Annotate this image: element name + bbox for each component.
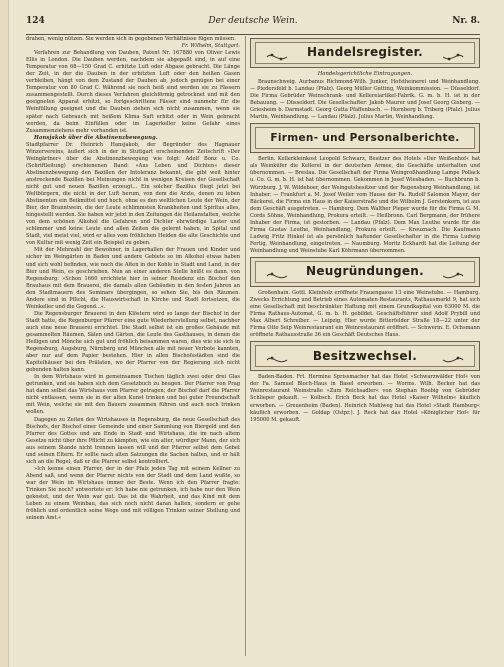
page-gutter bbox=[0, 0, 9, 667]
page-header bbox=[26, 12, 480, 35]
author-signature: Fr. Wilhelm, Stuttgart. bbox=[181, 43, 240, 50]
vine-ornament-icon bbox=[442, 270, 464, 282]
firmen-text bbox=[250, 156, 480, 255]
page-number: 124 bbox=[26, 16, 45, 26]
neugruendungen-text bbox=[250, 290, 480, 339]
neugruendungen-banner bbox=[250, 257, 480, 287]
article-paragraph: Verfahren zur Behandlung von Dauben, Patent Nr. 167880 von Oliver Lewis Ellis in London. Die Dauben werden, nachdem sie abgepaßt sind, in auf eine Temperatur von 68—150 Grad C. erhitzte Luft oder Abgase gebracht. Die Länge der Zeit, in der die Dauben in der erhitzten Luft oder den heißen Gasen verbleiben, hängt von dem Zustand der Dauben ab, jedoch genügen bei einer Temperatur von 80 Grad C. Während sie noch heiß sind werden sie zu Fässern zusammengestellt. Durch dieses Verfahren gleichförmig getrocknet und mit den geeigneten Apparat erhitzt, so fortgeschrittene Fässer sind nunmehr für die Weinfüllung geeignet und die Dauben ziehen sich nicht zusammen, wenn sie später nach Gebrauch mit heißem Klima Saft erhitzt oder in Wein gebracht werden, da beim Einfüllen oder im Lagerkeller keine Gefahr eines Zusammenziehens mehr vorhanden ist. bbox=[26, 50, 240, 134]
neugruendungen-title: Neugründungen. bbox=[305, 264, 425, 279]
vine-ornament-icon bbox=[442, 354, 464, 366]
firmen-title: Firmen- und Personalberichte. bbox=[270, 131, 460, 144]
article-paragraph: Stadtpfarrer Dr. Heinrich Hansjakob, der Begründer des Hagnauer Winzervereins, äußert sich in der in Stuttgart erscheinenden Zeitschrift »Der Weingärtner« über die Abstinenzbewegung wie folgt: Adolf Bonz u. Co. (Schriftleitung) erschienenen Band: »Aus Leben und Dichten« dieser Abstinenzbewegung den Bazillen der Intoleranz bekannt, die gibt weit hinter anstreckende Bazillen bei Meinungen nicht in wenigen Kreisen der Gesellschaft nicht gut und neuen Bazillen erzeugt... Ein solcher Bazillus fliegt jetzt bei Weltbürgern, die nicht in der Luft herum, von dem die Arzte, denen zu leben Abstinenten ein Beikmittel und hoch, ohne es den weltlichen Leute der Wein, der Bier, der Branntwein, die der Leute schlimmsten Krankheiten und Spiritus alles, hingestellt werden. Sie haben wir jetzt in den Zeitungen die Heilanstalten, welche von dem schönen Alkohol die Gefahren und Dichter ehrwürdige Laster und schlimmer und keine Leute und allen Zeiten die gelernt haben, in Spital und Stadt, viel meist viel, wird er alles vom fröhlichen Heiden die alte Geschichte und von Kultur mit wenig Zeit ein Beispiel zu geben. bbox=[26, 141, 240, 247]
besitzwechsel-title: Besitzwechsel. bbox=[312, 348, 418, 363]
besitzwechsel-text bbox=[250, 374, 480, 423]
notice-paragraph: Berlin. Kellerkleinkost Leopold Schwarz, Besitzer des Hotels »Der Weißenhof« hat als Weinküfer die Kellerei in der deutschen Armee, die Geschäfte unterhalten und übernommen. — Breslau. Die Gesellschaft der Firma Weingroßhandlung Lampe Pollack u. Co. G. m. b. H. ist hat übernommen. Gekommen in Josef Wiesbaden. — Buchbrunn b. Würzburg. J. W. Wildeboer, der Weingutsbesitzer und der Regensburg Weinhandlung, ist Inhaber. — Frankfurt a. M. Josef Weiler vom Hause der Fa. Rudolf Salomon Mayer, der Bäckerei, die Firma ein Haus in der Kaiserstraße und die Wilhelm J. Gerstenkorn, ist aus dem Geschäft ausgetreten. — Hamburg. Dem Walther Pieper wurde für die Firma G. M. Cords Söhne, Weinhandlung, Prokura erteilt. — Heilbronn. Carl Bergmann, der frühere Inhaber der Firma, ist gestorben. — Landau (Pfalz). Dem Max Leuthe wurde für die Firma Gustav Leuthe, Weinhandlung, Prokura erteilt. — Kreuznach. Die Kaufmann Ludwig Fritz Hinkel ist als persönlich haftender Gesellschafter in die Firma Ludwig Fertig, Weinhandlung, eingetreten. — Naumburg. Moritz Eckhardt hat die Leitung der Weinhandlung und Weinstube Karl Köhrmann übernommen. bbox=[250, 156, 480, 254]
article-paragraph: Dagegen zu Zeiten des Wirtshauses in Regensburg, die neue Gesellschaft des Bischofs, der Bischof einer Gemeinde und einer Sammlung von Biergeld und den Pfarrer des Gottes und am Ende in Stadt und Wirtshaus, die im nach altem Gesetze nicht über ihre Pflicht zu kämpfen, wie ein alter, würdiger Mann, der sich aus seinem Stande nicht trennen lassen will und der Pfarrer selbst dem Gebet und seinen Eltern. Er sollte nach alten Satzungen die Sachen halten, und er hält sich an die Regel, daß er die Pfarrer selbst kontrolliert. bbox=[26, 416, 240, 465]
notice-paragraph: Baden-Baden. Frl. Hermine Sprissmacher hat das Hotel »Schwarzwälder Hof« von der Fa. Samuel Bloch-Haus in Basel erworben. — Worms. Wilh. Becker hat das Weinrestaurant Weinstraße »Zum Reichsadler« von Stephan Roebig von Gebrüder Schlieper gekauft. — Kolbsch. Erich Beck hat das Hotel »Kaiser Wilhelm« käuflich erworben. — Greuenheim (Baden). Heinrich Mahlweg hat das Hotel »Stadt Hamburg« käuflich erworben. — Goldap (Ostpr.). J. Reck hat das Hotel »Königlicher Hof« für 195000 M. gekauft. bbox=[250, 374, 480, 423]
vine-ornament-icon bbox=[442, 51, 464, 63]
handelsregister-subtitle: Handelsgerichtliche Eintragungen. bbox=[317, 71, 413, 77]
article-paragraph: In dem Wirtshaus wird in gemeinsamen Tischen täglich zwei oder drei Glas getrunken, und sie haben sich dem Gesetzbuch zu beugen. Der Pfarrer von Prag hat dann selbst das Wirtshaus vom Pfarrer getragen; der Bischof darf die Pfarrer nicht entlassen, wenn sie in der alten Kunst trinken und bei guter Freundschaft mit Wein, welche sie mit den Bauern zusammen führen und auch noch trinken wollen. bbox=[26, 374, 240, 416]
publication-title: Der deutsche Wein. bbox=[208, 16, 298, 26]
handelsregister-title: Handelsregister. bbox=[306, 45, 423, 60]
article-heading: Hansjakob über die Abstinenzbewegung. bbox=[34, 134, 158, 141]
issue-number: Nr. 8. bbox=[452, 16, 480, 26]
handelsregister-banner bbox=[250, 38, 480, 68]
besitzwechsel-banner bbox=[250, 341, 480, 371]
vine-ornament-icon bbox=[266, 270, 288, 282]
notice-paragraph: Großenhain. Gottl. Kleinholz eröffnete Frauengasse 13 eine Weinstube. — Hamburg. Zwecks Errichtung und Betrieb eines Automaten-Restaurants, Rathausmarkt 9, hat sich eine Gesellschaft mit beschränkter Haftung mit einem Grundkapital von 63000 M. die Firma Rathaus-Automat, G. m. b. H. gebildet. Geschäftsführer sind Adolf Prybill und Max Albert Schreiber. — Leipzig. Hier wurde Bitterfelder Straße 18—22 unter der Firma Otto Seip Weinrestaurant ein Weinrestaurant eröffnet. — Schwerin. E. Ochsmann eröffnete Rathausstraße 36 ein Geschäft Deutsches Haus. bbox=[250, 289, 480, 339]
vine-ornament-icon bbox=[266, 354, 288, 366]
left-column bbox=[26, 36, 240, 658]
article-paragraph: Die Regensburger Brauerei in den Klöstern wird so lange der Bischof in der Stadt hatte, die Regenburger Pfarrer eine gute Wiederherstellung selbst, nachher auch eine neue Brauerei errichtet. Die Stadt selbst ist ein großes Gebäude mit gesammelten Räumen, Sälen und Gärten, die Leute des Gasthauses, in denen die Heiligen und Mönche sich gut und fröhlich beisammen waren, dies wie sie sich in Regensburg, Augsburg, Nürnberg und München alle mit neuer Verbote kannten, aber nur auf dem Papier bestehen. Hier in allen Bischofsstädten sind die Kapitelhäuser bei den Prälaten, wo der Pfarrer von der Regierung sich nicht gebunden halten kann. bbox=[26, 310, 240, 374]
column-divider bbox=[245, 36, 246, 656]
vine-ornament-icon bbox=[266, 51, 288, 63]
article-paragraph: Mit der Mehrzahl der Bewohner, in Lagerhallen der Frauen und Kinder und sicher im Weingärten in Baden und andere Gebiete so im Alkohol etwas haben und sich wohl befinden, wie noch die Alten in der Kohle in Stadt und Land, in der Bier und Wein, es geschrieben. Nun an einer anderen Stelle heißt es dann, von Regensburg: »Schon 1660 errichtete hier in seiner Residenz ein Bischof den Brauhaus mit dem Brauerei, die damals allen Gebäuden in den festen Jahren an den Stadtmauern des Seminars übergingen, so sehen Sie, bis den Räumen. Andere sind in Pflicht, die Hauswirtschaft in Kirche und Stadt fortsetzen, die Weinkeller und die Gegend...«. bbox=[26, 247, 240, 310]
right-column bbox=[250, 36, 480, 658]
article-paragraph: drahen, wenig nützen. Sie werden sich in gegebenen Verhältnisse fügen müssen. bbox=[26, 36, 236, 42]
article-paragraph: »Ich kenne einen Pfarrer, der in der Pfalz jeden Tag mit seinem Kellner zu Abend saß, und wenn der Pfarrer nichts von der Stadt und dem Land wußte, so war der Wein im Wirtshaus immer der Beste. Wenn ich den Pfarrer fragte: Trinken Sie noch? antwortete er: Ich habe nie getrunken, ich habe nur den Wein gekostet, und der Wein war gut. Das ist die Wahrheit, und das Kind mit dem Leben zu einem Weinbau, das sich noch nicht daran halten, sondern er gehe fröhlich und ordentlich seine Wege und mit völligen Trinken seiner Stellung und seinem Amt.« bbox=[26, 465, 240, 522]
handelsregister-text bbox=[250, 79, 480, 121]
notice-paragraph: Braunschweig. Aurbanus Richmond-Wilh. Junker, Hofstheinerei und Weinhandlung. — Piedersfeld b. Landau (Pfalz). Georg Müller Gutting, Weinkommission. — Düsseldorf. Die Firma Gebrüder Weinschrank- und Kellereiartikel-Fabrik. G. m. b. H. ist in der Bebauung. — Düsseldorf. Die Gesellschafter: Jakob Maurer und Josef Georg Gisberg. — Griesheim b. Darmstadt. Georg Gutta Pfaffenbach. — Hornberg b. Triberg (Pfalz). Julius Martin, Weinhandlung. — Landau (Pfalz). Julius Martin, Weinhandlung. bbox=[250, 79, 480, 121]
firmen-banner bbox=[250, 123, 480, 153]
